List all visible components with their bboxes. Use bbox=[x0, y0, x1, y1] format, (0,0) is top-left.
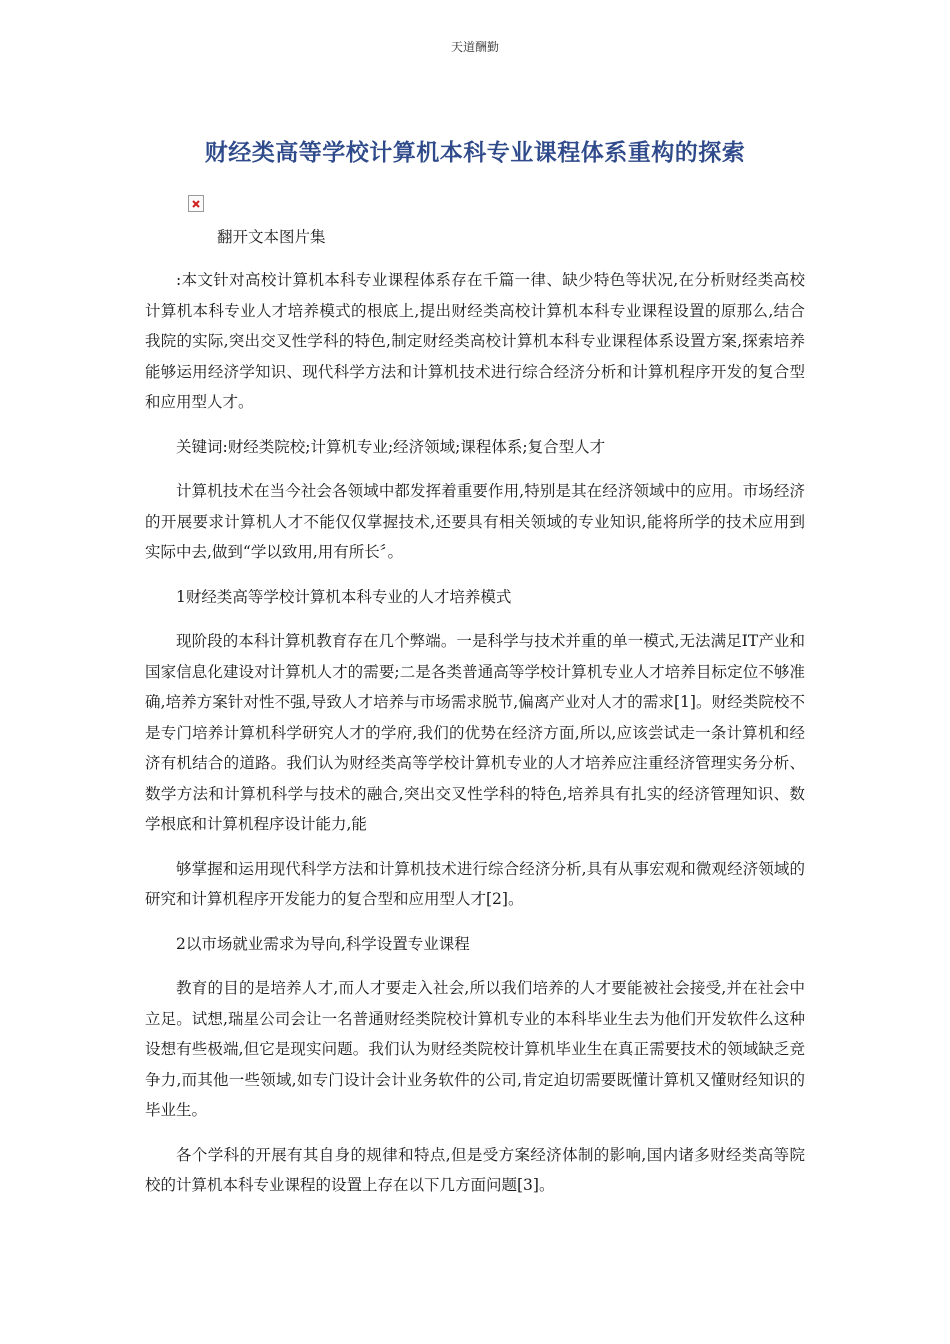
body-paragraph: 计算机技术在当今社会各领域中都发挥着重要作用,特别是其在经济领域中的应用。市场经济的开展要求计算机人才不能仅仅掌握技术,还要具有相关领域的专业知识,能将所学的技术应用到实际中去,做到“学以致用,用有所长〞。 bbox=[145, 482, 805, 561]
abstract-paragraph: :本文针对高校计算机本科专业课程体系存在千篇一律、缺少特色等状况,在分析财经类高校计算机本科专业人才培养模式的根底上,提出财经类高校计算机本科专业课程设置的原那么,结合我院的实际,突出交叉性学科的特色,制定财经类高校计算机本科专业课程体系设置方案,探索培养能够运用经济学知识、现代科学方法和计算机技术进行综合经济分析和计算机程序开发的复合型和应用型人才。 bbox=[145, 271, 805, 411]
broken-image-icon bbox=[188, 195, 204, 212]
section-heading-1: 1财经类高等学校计算机本科专业的人才培养模式 bbox=[176, 587, 512, 606]
page-header: 天道酬勤 bbox=[450, 40, 499, 54]
image-caption: 翻开文本图片集 bbox=[217, 228, 326, 246]
body-paragraph: 够掌握和运用现代科学方法和计算机技术进行综合经济分析,具有从事宏观和微观经济领域的研究和计算机程序开发能力的复合型和应用型人才[2]。 bbox=[145, 859, 805, 908]
article-body bbox=[145, 265, 805, 1215]
body-paragraph: 教育的目的是培养人才,而人才要走入社会,所以我们培养的人才要能被社会接受,并在社会中立足。试想,瑞星公司会让一名普通财经类院校计算机专业的本科毕业生去为他们开发软件么这种设想有些极端,但它是现实问题。我们认为财经类院校计算机毕业生在真正需要技术的领域缺乏竞争力,而其他一些领域,如专门设计会计业务软件的公司,肯定迫切需要既懂计算机又懂财经知识的毕业生。 bbox=[145, 979, 805, 1119]
body-paragraph: 各个学科的开展有其自身的规律和特点,但是受方案经济体制的影响,国内诸多财经类高等院校的计算机本科专业课程的设置上存在以下几方面问题[3]。 bbox=[145, 1145, 805, 1194]
body-paragraph: 现阶段的本科计算机教育存在几个弊端。一是科学与技术并重的单一模式,无法满足IT产业和国家信息化建设对计算机人才的需要;二是各类普通高等学校计算机专业人才培养目标定位不够准确,培养方案针对性不强,导致人才培养与市场需求脱节,偏离产业对人才的需求[1]。财经类院校不是专门培养计算机科学研究人才的学府,我们的优势在经济方面,所以,应该尝试走一条计算机和经济有机结合的道路。我们认为财经类高等学校计算机专业的人才培养应注重经济管理实务分析、数学方法和计算机科学与技术的融合,突出交叉性学科的特色,培养具有扎实的经济管理知识、数学根底和计算机程序设计能力,能 bbox=[145, 632, 805, 833]
keywords-paragraph: 关键词:财经类院校;计算机专业;经济领域;课程体系;复合型人才 bbox=[176, 437, 606, 456]
document-title: 财经类高等学校计算机本科专业课程体系重构的探索 bbox=[204, 140, 746, 166]
section-heading-2: 2以市场就业需求为导向,科学设置专业课程 bbox=[176, 934, 470, 953]
